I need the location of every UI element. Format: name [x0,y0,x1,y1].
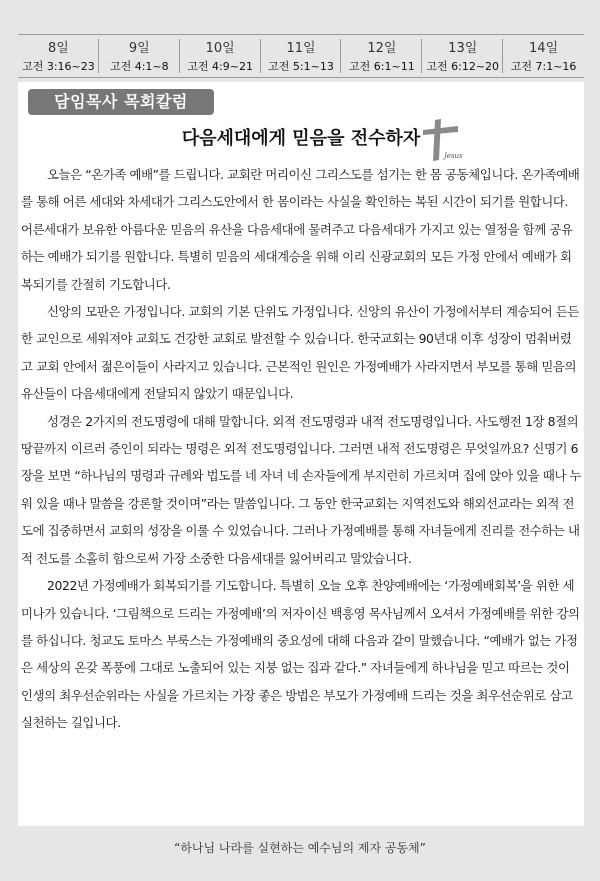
schedule-day-10 [180,35,261,77]
schedule-reading: 고전 5:1~13 [268,60,334,73]
schedule-day-9 [99,35,180,77]
church-motto: “하나님 나라를 실현하는 예수님의 제자 공동체” [174,841,426,855]
column-paragraph: 성경은 2가지의 전도명령에 대해 말합니다. 외적 전도명령과 내적 전도명령입니다. 사도행전 1장 8절의 땅끝까지 이르러 증인이 되라는 명령은 외적 전도명령입니다. 그러면 내적 전도명령은 무엇일까요? 신명기 6장을 보면 “하나님의 명령과 규례와 법도를 네 자녀 네 손자들에게 부지런히 가르치며 집에 앉아 있을 때나 누워 있을 때나 말씀을 강론할 것이며”라는 말씀입니다. 그 동안 한국교회는 지역전도와 해외선교라는 외적 전도에 집중하면서 교회의 성장을 이룰 수 있었습니다. 그러나 가정예배를 통해 자녀들에게 진리를 전수하는 내적 전도를 소홀히 함으로써 가장 소중한 다음세대를 잃어버리고 말았습니다. [21,413,582,566]
cross-icon [414,118,474,162]
column-paragraph: 오늘은 “온가족 예배”를 드립니다. 교회란 머리이신 그리스도를 섬기는 한 몸 공동체입니다. 온가족예배를 통해 어른 세대와 차세대가 그리스도안에서 한 몸이라는 사실을 확인하는 복된 시간이 되기를 원합니다. 어른세대가 보유한 아름다운 믿음의 유산을 다음세대에 물려주고 다음세대가 가지고 있는 열정을 함께 공유하는 예배가 되기를 원합니다. 특별히 믿음의 세대계승을 위해 이리 신광교회의 모든 가정 안에서 예배가 회복되기를 간절히 기도합니다. [21,167,580,292]
cross-caption: Jesus [444,152,463,160]
schedule-reading: 고전 3:16~23 [22,60,95,73]
bible-reading-schedule [18,34,584,78]
schedule-day-12 [341,35,422,77]
pastor-column-card [18,82,584,826]
schedule-day-8 [18,35,99,77]
schedule-day-11 [261,35,342,77]
column-paragraph: 2022년 가정예배가 회복되기를 기도합니다. 특별히 오늘 오후 찬양예배에는 ‘가정예배회복’을 위한 세미나가 있습니다. ‘그림책으로 드리는 가정예배’의 저자이신 백흥영 목사님께서 오셔서 가정예배를 위한 강의를 하십니다. 청교도 토마스 부룩스는 가정예배의 중요성에 대해 다음과 같이 말했습니다. “예배가 없는 가정은 세상의 온갖 폭풍에 그대로 노출되어 있는 지붕 없는 집과 같다.” 자녀들에게 하나님을 믿고 따르는 것이 인생의 최우선순위라는 사실을 가르치는 가장 좋은 방법은 부모가 가정예배 드리는 것을 최우선순위로 삼고 실천하는 길입니다. [21,578,580,731]
schedule-reading: 고전 7:1~16 [510,60,577,73]
schedule-date: 14일 [529,41,559,56]
column-paragraph: 신앙의 모판은 가정입니다. 교회의 기본 단위도 가정입니다. 신앙의 유산이 가정에서부터 계승되어 든든한 교인으로 세워져야 교회도 건강한 교회로 발전할 수 있습니다. 한국교회는 90년대 이후 성장이 멈춰버렸고 교회 안에서 젊은이들이 사라지고 있습니다. 근본적인 원인은 가정예배가 사라지면서 부모를 통해 믿음의 유산들이 다음세대에게 전달되지 않았기 때문입니다. [21,304,579,402]
schedule-reading: 고전 4:9~21 [187,60,253,73]
schedule-date: 10일 [205,41,235,56]
schedule-reading: 고전 6:12~20 [426,60,500,73]
schedule-date: 12일 [367,41,397,56]
column-body [21,161,582,737]
column-title: 다음세대에게 믿음을 전수하자 [181,128,421,149]
schedule-date: 8일 [48,41,69,56]
column-badge: 담임목사 목회칼럼 [28,89,214,115]
schedule-date: 13일 [448,41,478,56]
schedule-reading: 고전 4:1~8 [109,60,169,73]
schedule-reading: 고전 6:1~11 [349,60,415,73]
schedule-date: 11일 [286,41,316,56]
schedule-day-14 [503,35,584,77]
schedule-day-13 [422,35,503,77]
schedule-date: 9일 [128,41,150,56]
